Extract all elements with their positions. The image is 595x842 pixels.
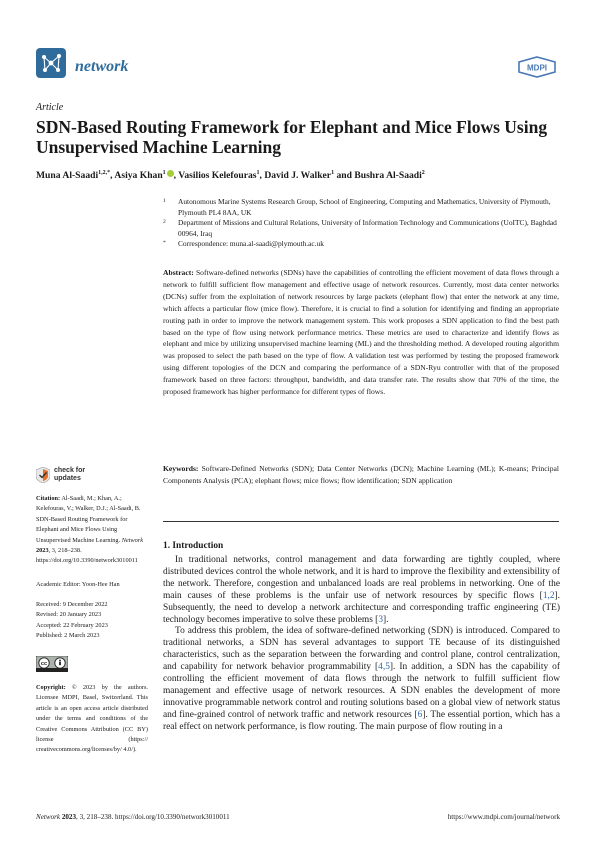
body-text bbox=[163, 555, 560, 734]
check-updates-icon bbox=[36, 467, 50, 483]
author-separator: and bbox=[334, 170, 355, 182]
author-name: Bushra Al-Saadi bbox=[354, 170, 422, 182]
publication-dates bbox=[36, 600, 148, 642]
footer-citation bbox=[36, 813, 230, 821]
paragraph-text: ]. In addition, a SDN has the capability of controlling the efficient movement of data flows through the network to fulfill sufficient flow management and effective usage of network resources. A SDN enables the development of more innovative programmable network control and routing solutions based on a global view of network status and fine-grained control of network traffic and network resources [ bbox=[163, 662, 560, 720]
article-type: Article bbox=[36, 102, 64, 113]
author-name: Asiya Khan bbox=[114, 170, 163, 182]
paragraph-text: ]. Subsequently, the need to develop a network architecture and corresponding traffic engineering (TE) technology becomes imperative to solve these problems [ bbox=[163, 590, 560, 625]
mdpi-logo-text: MDPI bbox=[527, 63, 547, 73]
date-received: Received: 9 December 2022 bbox=[36, 601, 108, 608]
copyright-text: © 2023 by the authors. Licensee MDPI, Basel, Switzerland. This article is an open access article distributed under the terms and conditions of the Creative Commons Attribution (CC BY) license (https:// creativecommons.org/licenses/by/ 4.0/). bbox=[36, 684, 148, 754]
author-separator: , bbox=[259, 170, 265, 182]
academic-editor: Academic Editor: Yoon-Hee Han bbox=[36, 581, 120, 588]
affiliation-item bbox=[163, 218, 563, 239]
author-separator: , bbox=[110, 170, 115, 182]
citation-text: Al-Saadi, M.; Khan, A.; Kelefouras, V.; Walker, D.J.; Al-Saadi, B. SDN-Based Routing Framework for Elephant and Mice Flows Using Unsupervised Machine Learning. bbox=[36, 495, 141, 544]
author-affil-sup: 1 bbox=[256, 170, 260, 176]
author-affil-sup: 1,2,* bbox=[98, 170, 111, 176]
section-divider bbox=[163, 521, 559, 522]
abstract bbox=[163, 267, 559, 398]
affiliation-text: Department of Missions and Cultural Relations, University of Information Technology and Communications (UoITC), Baghdad 00964, Iraq bbox=[178, 218, 557, 238]
svg-text:cc: cc bbox=[40, 661, 48, 668]
date-published: Published: 2 March 2023 bbox=[36, 632, 100, 640]
author-affil-sup: 2 bbox=[421, 170, 425, 176]
author-name: Muna Al-Saadi bbox=[36, 170, 99, 182]
journal-logo-icon bbox=[36, 48, 66, 78]
check-updates-label: updates bbox=[54, 475, 81, 482]
abstract-label: Abstract: bbox=[163, 268, 194, 277]
footer-doi[interactable]: , 3, 218–238. https://doi.org/10.3390/network3010011 bbox=[76, 813, 230, 821]
orcid-icon[interactable] bbox=[167, 170, 174, 177]
citation-block bbox=[36, 494, 148, 567]
paragraph bbox=[163, 626, 560, 733]
affiliation-item bbox=[163, 197, 563, 218]
date-revised: Revised: 20 January 2023 bbox=[36, 611, 102, 619]
copyright-block bbox=[36, 683, 148, 756]
copyright-label: Copyright: bbox=[36, 684, 66, 691]
journal-name[interactable]: network bbox=[75, 58, 129, 75]
citation-link[interactable]: 3 bbox=[378, 614, 383, 625]
author-name: Vasilios Kelefouras bbox=[178, 170, 257, 182]
author-affil-sup: 1 bbox=[162, 170, 166, 176]
correspondence bbox=[163, 239, 563, 250]
affiliation-number: * bbox=[163, 240, 166, 247]
author-name: David J. Walker bbox=[264, 170, 332, 182]
footer-journal: Network bbox=[36, 813, 61, 821]
author-affil-sup: 1 bbox=[331, 170, 335, 176]
correspondence-text[interactable]: Correspondence: muna.al-saadi@plymouth.ac.uk bbox=[178, 239, 324, 249]
cc-by-license-icon[interactable] bbox=[36, 656, 68, 672]
author-separator: , bbox=[173, 170, 179, 182]
affiliation-number: 1 bbox=[163, 198, 166, 204]
citation-link[interactable]: 6 bbox=[417, 709, 423, 720]
paragraph-text: In traditional networks, control management and data forwarding are tightly coupled, where distributed devices control the whole network, and it is hard to improve the flexibility and extensibility of the network. Therefore, congestion and unbalanced loads are real problems in networking. One of the main causes of these problems is the unfair use of network resources by specific flows [ bbox=[163, 555, 560, 601]
keywords-text: Software-Defined Networks (SDN); Data Center Networks (DCN); Machine Learning (ML); K-means; Principal Components Analysis (PCA); elephant flows; mice flows; flow identification; SDN application bbox=[163, 464, 559, 485]
footer-year: 2023 bbox=[61, 813, 77, 821]
author-list bbox=[36, 167, 566, 182]
citation-journal: Network bbox=[121, 536, 144, 544]
keywords-label: Keywords: bbox=[163, 464, 199, 473]
keywords bbox=[163, 463, 559, 487]
check-for-updates-button[interactable] bbox=[36, 465, 111, 493]
paragraph-text: To address this problem, the idea of software-defined networking (SDN) is introduced. Compared to traditional networks, a SDN has several advantages to support TE because of its distinguished characteristics, such as the separation between the forwarding and control plane, control centralization, and capability for network behavior programmability [ bbox=[163, 626, 560, 673]
paragraph-text: ]. The essential portion, which has a real effect on network performance, is flow routing. The main purpose of flow routing in a bbox=[163, 709, 560, 732]
affiliations bbox=[163, 197, 563, 250]
section-heading: 1. Introduction bbox=[163, 541, 224, 551]
date-accepted: Accepted: 22 February 2023 bbox=[36, 621, 108, 629]
footer-journal-url[interactable]: https://www.mdpi.com/journal/network bbox=[447, 813, 560, 821]
citation-link[interactable]: 1,2 bbox=[542, 590, 555, 601]
citation-link[interactable]: 4,5 bbox=[378, 662, 390, 673]
check-updates-label: check for bbox=[54, 467, 86, 474]
affiliation-number: 2 bbox=[163, 219, 166, 226]
paragraph-text: ]. bbox=[383, 614, 389, 625]
affiliation-text: Autonomous Marine Systems Research Group, School of Engineering, Computing and Mathematics, University of Plymouth, Plymouth PL4 8AA, UK bbox=[178, 197, 551, 217]
paper-title: SDN-Based Routing Framework for Elephant and Mice Flows Using Unsupervised Machine Learning bbox=[36, 117, 548, 157]
abstract-text: Software-defined networks (SDNs) have the capabilities of controlling the efficient movement of data flows through a network to fulfill sufficient flow management and effective usage of network resources. Currently, most data center networks (DCNs) suffer from the exploitation of network resources by large packets (elephant flow) that enter the network at any time, which affects a particular flow (mice flow). Therefore, it is crucial to find a solution for identifying and finding an appropriate routing path in order to improve the network management system. This work proposes a SDN application to find the best path based on the type of flow using network performance metrics. These metrics are used to characterize and identify flows as elephant and mice by utilizing unsupervised machine learning (ML) and the thresholding method. A developed routing algorithm was proposed to select the path based on the type of flow. A validation test was performed by testing the proposed framework using different topologies of the DCN and comparing the performance of a SDN-Ryu controller with that of the proposed framework based on three factors: throughput, bandwidth, and data transfer rate. The results show that 70% of the time, the proposed framework has higher performance for different types of flows. bbox=[163, 268, 560, 397]
mdpi-logo[interactable] bbox=[516, 56, 558, 78]
citation-label: Citation: bbox=[36, 495, 61, 502]
citation-year: 2023 bbox=[36, 547, 49, 555]
citation-doi[interactable]: , 3, 218–238. https://doi.org/10.3390/network3010011 bbox=[36, 547, 138, 565]
paragraph bbox=[163, 555, 560, 626]
